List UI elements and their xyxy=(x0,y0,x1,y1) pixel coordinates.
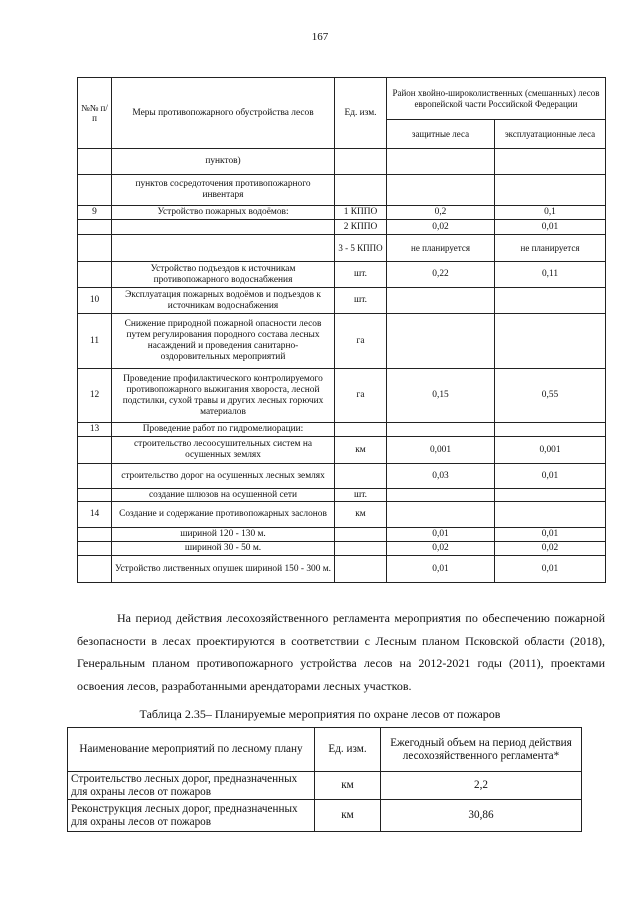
row-num: 13 xyxy=(78,423,112,437)
table-row xyxy=(78,220,606,235)
table-row xyxy=(78,235,606,262)
row-exploitation: 0,1 xyxy=(495,206,606,220)
row-protective: 0,02 xyxy=(387,542,495,556)
header-name: Наименование мероприятий по лесному плану xyxy=(68,728,315,772)
header-num: №№ п/п xyxy=(78,78,112,149)
row-exploitation: 0,01 xyxy=(495,464,606,489)
header-exploitation: эксплуатационные леса xyxy=(495,120,606,149)
row-exploitation xyxy=(495,288,606,314)
row-num: 14 xyxy=(78,502,112,528)
row-exploitation: 0,02 xyxy=(495,542,606,556)
row-name: Строительство лесных дорог, предназначенных для охраны лесов от пожаров xyxy=(68,772,315,800)
row-measure xyxy=(112,235,335,262)
header-region: Район хвойно-широколиственных (смешанных) лесов европейской части Российской Федерации xyxy=(387,78,606,120)
row-measure: шириной 120 - 130 м. xyxy=(112,528,335,542)
row-volume: 2,2 xyxy=(381,772,582,800)
row-exploitation: 0,11 xyxy=(495,262,606,288)
table-row xyxy=(78,369,606,423)
table-row xyxy=(78,175,606,206)
row-name: Реконструкция лесных дорог, предназначенных для охраны лесов от пожаров xyxy=(68,800,315,832)
row-unit xyxy=(335,464,387,489)
row-num: 12 xyxy=(78,369,112,423)
row-exploitation: 0,01 xyxy=(495,556,606,583)
row-unit xyxy=(335,423,387,437)
table-row xyxy=(68,800,582,832)
row-protective xyxy=(387,149,495,175)
row-protective: не планируется xyxy=(387,235,495,262)
row-exploitation xyxy=(495,314,606,369)
row-num xyxy=(78,175,112,206)
table-row xyxy=(78,437,606,464)
row-exploitation: 0,55 xyxy=(495,369,606,423)
row-protective: 0,01 xyxy=(387,556,495,583)
row-unit: га xyxy=(335,369,387,423)
row-exploitation: 0,01 xyxy=(495,220,606,235)
row-unit: шт. xyxy=(335,489,387,502)
header-measures: Меры противопожарного обустройства лесов xyxy=(112,78,335,149)
table-row xyxy=(78,149,606,175)
row-protective xyxy=(387,175,495,206)
page-number: 167 xyxy=(311,31,329,43)
row-unit: шт. xyxy=(335,262,387,288)
row-measure: Проведение профилактического контролируемого противопожарного выжигания хвороста, лесной подстилки, сухой травы и других лесных горючих материалов xyxy=(112,369,335,423)
row-measure: шириной 30 - 50 м. xyxy=(112,542,335,556)
header-protective: защитные леса xyxy=(387,120,495,149)
table-row xyxy=(78,288,606,314)
row-num: 10 xyxy=(78,288,112,314)
row-unit: км xyxy=(335,437,387,464)
fire-measures-table xyxy=(77,77,606,583)
body-text xyxy=(77,607,605,697)
row-protective xyxy=(387,288,495,314)
row-unit: 3 - 5 КППО xyxy=(335,235,387,262)
row-measure: Снижение природной пожарной опасности лесов путем регулирования породного состава лесных насаждений и проведения санитарно-оздоровительных мероприятий xyxy=(112,314,335,369)
row-measure: Устройство пожарных водоёмов: xyxy=(112,206,335,220)
row-unit: 1 КППО xyxy=(335,206,387,220)
row-protective: 0,2 xyxy=(387,206,495,220)
row-unit: км xyxy=(335,502,387,528)
row-num xyxy=(78,220,112,235)
table-row xyxy=(78,502,606,528)
row-protective: 0,02 xyxy=(387,220,495,235)
row-num xyxy=(78,149,112,175)
row-unit: км xyxy=(315,800,381,832)
row-protective xyxy=(387,423,495,437)
row-num xyxy=(78,262,112,288)
table-row xyxy=(78,542,606,556)
row-protective: 0,22 xyxy=(387,262,495,288)
row-measure: Создание и содержание противопожарных заслонов xyxy=(112,502,335,528)
row-num xyxy=(78,489,112,502)
row-measure: Устройство лиственных опушек шириной 150 - 300 м. xyxy=(112,556,335,583)
row-unit: км xyxy=(315,772,381,800)
table-caption: Таблица 2.35– Планируемые мероприятия по охране лесов от пожаров xyxy=(139,707,501,721)
row-num xyxy=(78,528,112,542)
row-unit: га xyxy=(335,314,387,369)
row-protective xyxy=(387,314,495,369)
table-row xyxy=(78,464,606,489)
row-exploitation xyxy=(495,175,606,206)
row-unit: шт. xyxy=(335,288,387,314)
row-protective: 0,15 xyxy=(387,369,495,423)
row-measure: пунктов) xyxy=(112,149,335,175)
table-row xyxy=(78,206,606,220)
row-unit xyxy=(335,542,387,556)
row-measure: Устройство подъездов к источникам противопожарного водоснабжения xyxy=(112,262,335,288)
row-measure: Эксплуатация пожарных водоёмов и подъездов к источникам водоснабжения xyxy=(112,288,335,314)
row-num xyxy=(78,464,112,489)
header-unit: Ед. изм. xyxy=(335,78,387,149)
table-row xyxy=(78,489,606,502)
header-volume: Ежегодный объем на период действия лесохозяйственного регламента* xyxy=(381,728,582,772)
row-exploitation xyxy=(495,149,606,175)
row-num xyxy=(78,556,112,583)
row-exploitation: 0,001 xyxy=(495,437,606,464)
row-measure xyxy=(112,220,335,235)
row-measure: пунктов сосредоточения противопожарного инвентаря xyxy=(112,175,335,206)
row-protective xyxy=(387,502,495,528)
body-paragraph: На период действия лесохозяйственного регламента мероприятия по обеспечению пожарной безопасности в лесах проектируются в соответствии с Лесным планом Псковской области (2018), Генеральным планом противопожарного устройства лесов на 2012-2021 годы (2011), проектами освоения лесов, разработанными арендаторами лесных участков. xyxy=(77,611,605,693)
row-num xyxy=(78,542,112,556)
row-exploitation xyxy=(495,489,606,502)
row-protective: 0,01 xyxy=(387,528,495,542)
row-exploitation: 0,01 xyxy=(495,528,606,542)
row-exploitation xyxy=(495,423,606,437)
row-protective: 0,03 xyxy=(387,464,495,489)
row-volume: 30,86 xyxy=(381,800,582,832)
header-unit: Ед. изм. xyxy=(315,728,381,772)
row-exploitation xyxy=(495,502,606,528)
row-unit xyxy=(335,175,387,206)
row-unit xyxy=(335,556,387,583)
table-row xyxy=(78,528,606,542)
row-num xyxy=(78,235,112,262)
table-row xyxy=(78,556,606,583)
row-measure: строительство дорог на осушенных лесных землях xyxy=(112,464,335,489)
table-row xyxy=(78,423,606,437)
planned-measures-table xyxy=(67,727,582,832)
row-num xyxy=(78,437,112,464)
row-measure: Проведение работ по гидромелиорации: xyxy=(112,423,335,437)
row-measure: создание шлюзов на осушенной сети xyxy=(112,489,335,502)
row-unit xyxy=(335,528,387,542)
row-unit xyxy=(335,149,387,175)
row-protective xyxy=(387,489,495,502)
table-row xyxy=(68,772,582,800)
row-unit: 2 КППО xyxy=(335,220,387,235)
row-num: 11 xyxy=(78,314,112,369)
row-num: 9 xyxy=(78,206,112,220)
row-measure: строительство лесоосушительных систем на осушенных землях xyxy=(112,437,335,464)
table-row xyxy=(78,314,606,369)
row-exploitation: не планируется xyxy=(495,235,606,262)
table-row xyxy=(78,262,606,288)
row-protective: 0,001 xyxy=(387,437,495,464)
